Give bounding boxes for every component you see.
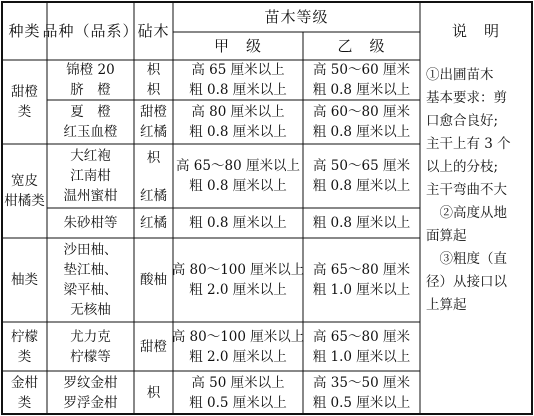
rootstock-cell: 酸柚 (140, 272, 167, 288)
rootstock-cell: 红橘 (140, 215, 167, 231)
header-grade-b: 乙 级 (337, 37, 386, 55)
grade-a-cell: 高 65～80 厘米以上 粗 0.8 厘米以上 (176, 158, 300, 194)
header-notes: 说 明 (451, 22, 500, 40)
category-kumquat: 金柑 类 (11, 374, 38, 411)
grade-a-cell: 高 80～100 厘米以上 粗 2.0 厘米以上 (171, 328, 305, 365)
header-grade-a: 甲 级 (213, 37, 262, 55)
variety-cell: 沙田柚、 垫江柚、 梁平柚、 无核柚 (63, 242, 118, 318)
notes-text: ①出圃苗木 基本要求：剪 口愈合良好; 主干上有 3 个 以上的分枝; 主干弯曲不大 ②高度从地 面算起 ③粗度（直 径）从接口以 上算起 (426, 67, 511, 313)
grade-a-cell: 粗 0.8 厘米以上 (189, 215, 287, 231)
grade-a-cell: 高 65 厘米以上 粗 0.8 厘米以上 (189, 62, 287, 98)
header-grade: 苗木等级 (264, 8, 329, 26)
category-sweet-orange: 甜橙 类 (11, 84, 38, 120)
rootstock-cell: 甜橙 红橘 (140, 104, 167, 140)
variety-cell: 夏 橙 红玉血橙 (63, 104, 118, 140)
grade-a-cell: 高 50 厘米以上 粗 0.5 厘米以上 (189, 374, 287, 411)
rootstock-cell: 枳 枳 (146, 62, 161, 98)
category-lemon: 柠檬 类 (11, 328, 38, 365)
header-rootstock: 砧木 (137, 22, 170, 40)
grade-b-cell: 高 65～80 厘米 粗 1.0 厘米以上 (312, 328, 411, 365)
grade-b-cell: 高 65～80 厘米 粗 1.0 厘米以上 (312, 262, 411, 298)
category-pomelo: 柚类 (11, 272, 38, 288)
rootstock-cell: 甜橙 (140, 338, 167, 355)
header-category: 种类 (8, 22, 41, 40)
grade-a-cell: 高 80 厘米以上 粗 0.8 厘米以上 (189, 104, 287, 140)
grade-b-cell: 高 35～50 厘米 粗 0.5 厘米以上 (312, 374, 411, 411)
grade-b-cell: 高 60～80 厘米 粗 0.8 厘米以上 (312, 104, 411, 140)
variety-cell: 罗纹金柑 罗浮金柑 (63, 374, 118, 411)
grade-b-cell: 高 50～60 厘米 粗 0.8 厘米以上 (312, 62, 411, 98)
header-variety: 品种（品系） (42, 22, 139, 40)
variety-cell: 朱砂柑等 (63, 215, 118, 231)
rootstock-cell: 枳 (146, 384, 161, 401)
rootstock-cell: 枳 红橘 (140, 150, 167, 204)
variety-cell: 大红袍 江南柑 温州蜜柑 (63, 148, 118, 204)
grade-b-cell: 高 50～65 厘米 粗 0.8 厘米以上 (312, 158, 411, 194)
grade-b-cell: 粗 0.8 厘米以上 (312, 215, 411, 231)
variety-cell: 锦橙 20 脐 橙 (66, 62, 115, 98)
variety-cell: 尤力克 柠檬等 (70, 328, 111, 365)
grade-a-cell: 高 80～100 厘米以上 粗 2.0 厘米以上 (171, 262, 305, 298)
category-mandarin: 宽皮 柑橘类 (4, 173, 45, 209)
